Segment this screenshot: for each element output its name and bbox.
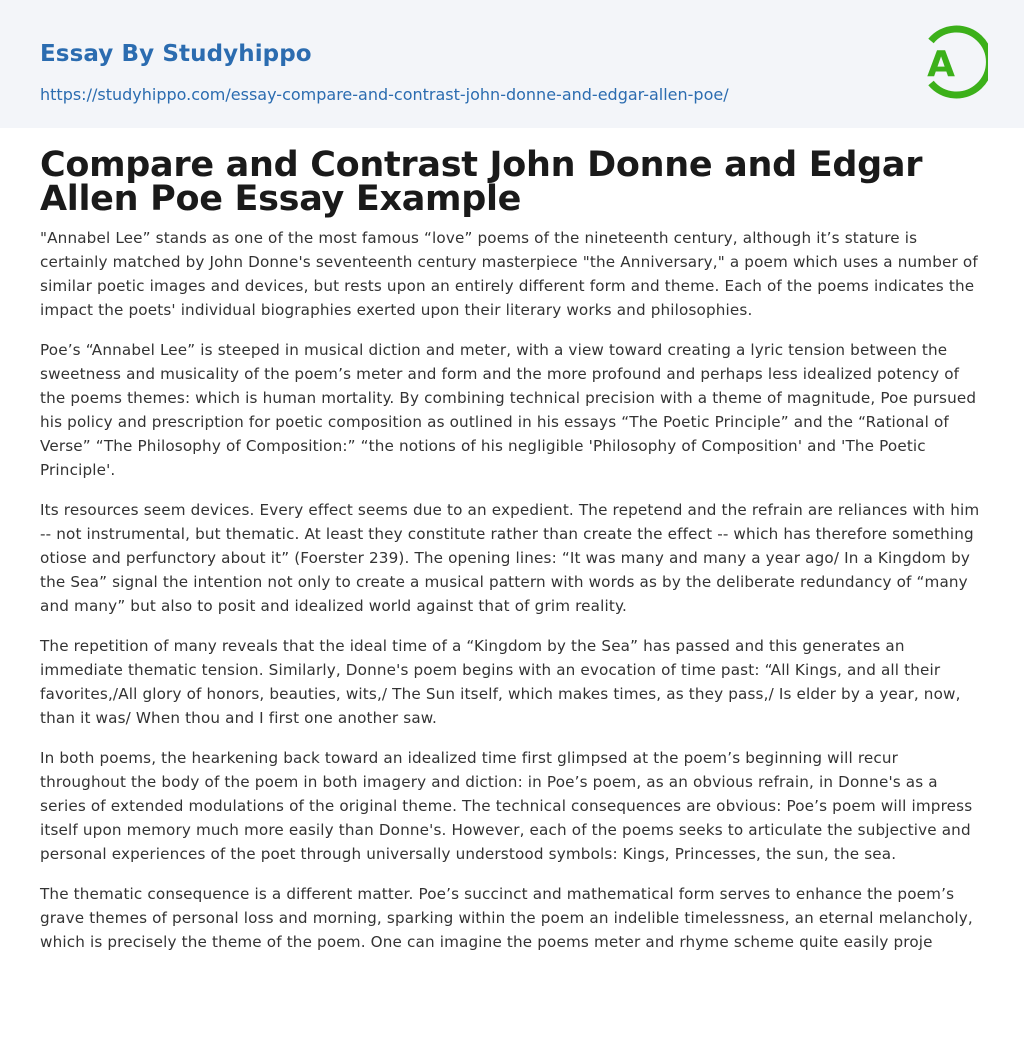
site-brand[interactable]: Essay By Studyhippo — [40, 41, 312, 67]
page-url-link[interactable]: https://studyhippo.com/essay-compare-and-contrast-john-donne-and-edgar-allen-poe/ — [40, 85, 729, 104]
paragraph: In both poems, the hearkening back toward an idealized time first glimpsed at the poem’s beginning will recur throughout the body of the poem in both imagery and diction: in Poe’s poem, as an obvious refrain, in Donne's as a series of extended modulations of the original theme. The technical consequences are obvious: Poe’s poem will impress itself upon memory much more easily than Donne's. However, each of the poems seeks to articulate the subjective and personal experiences of the poet through universally understood symbols: Kings, Princesses, the sun, the sea. — [40, 749, 973, 863]
logo-letter: A — [927, 44, 955, 85]
paragraph: Its resources seem devices. Every effect seems due to an expedient. The repetend and the refrain are reliances with him -- not instrumental, but thematic. At least they constitute rather than create the effect -- which has therefore something otiose and perfunctory about it” (Foerster 239). The opening lines: “It was many and many a year ago/ In a Kingdom by the Sea” signal the intention not only to create a musical pattern with words as by the deliberate redundancy of “many and many” but also to posit and idealized world against that of grim reality. — [40, 501, 980, 615]
paragraph: "Annabel Lee” stands as one of the most famous “love” poems of the nineteenth century, although it’s stature is certainly matched by John Donne's seventeenth century masterpiece "the Anniversary," a poem which uses a number of similar poetic images and devices, but rests upon an entirely different form and theme. Each of the poems indicates the impact the poets' individual biographies exerted upon their literary works and philosophies. — [40, 229, 978, 319]
site-header — [0, 0, 1024, 128]
paragraph: The repetition of many reveals that the ideal time of a “Kingdom by the Sea” has passed and this generates an immediate thematic tension. Similarly, Donne's poem begins with an evocation of time past: “All Kings, and all their favorites,/All glory of honors, beauties, wits,/ The Sun itself, which makes times, as they pass,/ Is elder by a year, now, than it was/ When thou and I first one another saw. — [40, 637, 961, 727]
paragraph: Poe’s “Annabel Lee” is steeped in musical diction and meter, with a view toward creating a lyric tension between the sweetness and musicality of the poem’s meter and form and the more profound and perhaps less idealized potency of the poems themes: which is human mortality. By combining technical precision with a theme of magnitude, Poe pursued his policy and prescription for poetic composition as outlined in his essays “The Poetic Principle” and the “Rational of Verse” “The Philosophy of Composition:” “the notions of his negligible 'Philosophy of Composition' and 'The Poetic Principle'. — [40, 341, 977, 479]
studyhippo-logo-icon[interactable] — [912, 18, 988, 106]
paragraph: The thematic consequence is a different matter. Poe’s succinct and mathematical form serves to enhance the poem’s grave themes of personal loss and morning, sparking within the poem an indelible timelessness, an eternal melancholy, which is precisely the theme of the poem. One can imagine the poems meter and rhyme scheme quite easily proje — [40, 885, 973, 951]
article — [40, 145, 988, 970]
page-title: Compare and Contrast John Donne and Edgar Allen Poe Essay Example — [40, 145, 923, 219]
